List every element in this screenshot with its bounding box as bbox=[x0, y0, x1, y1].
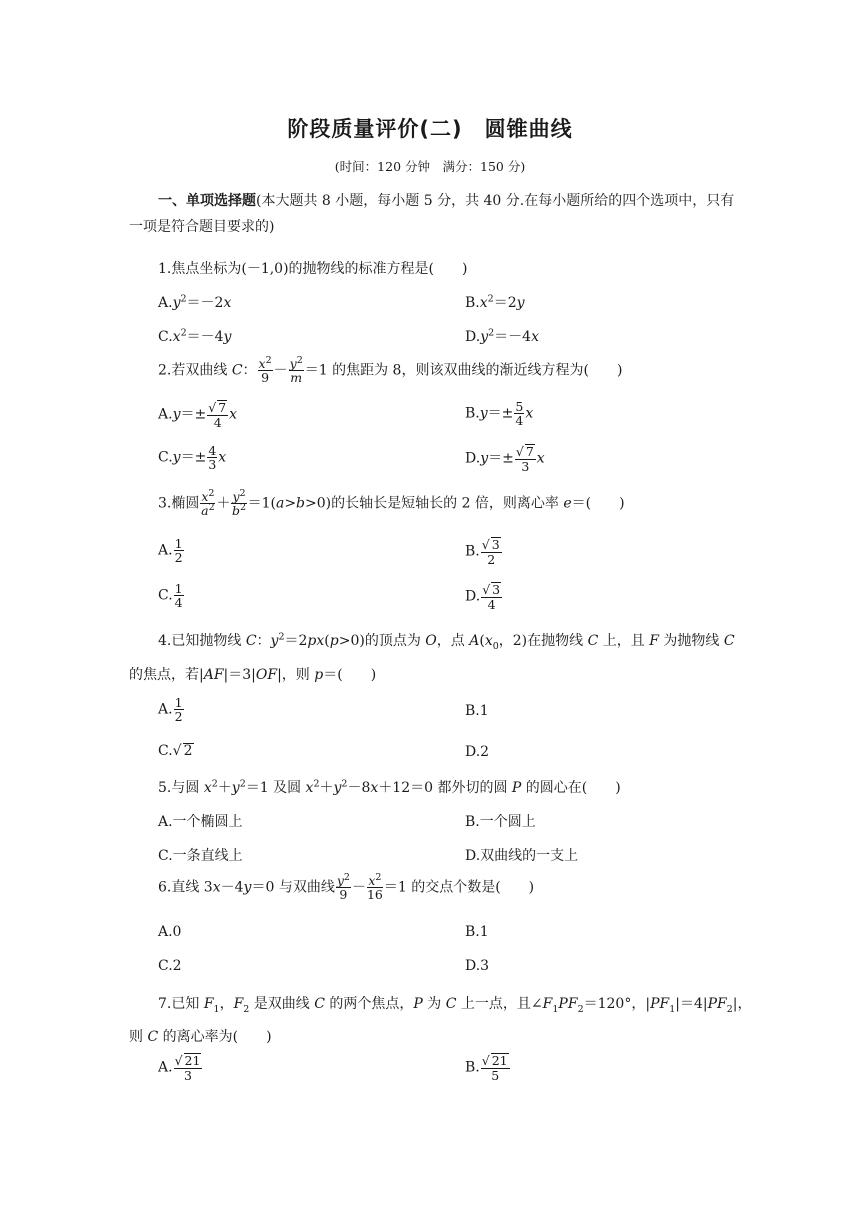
exam-info: (时间：120 分钟 满分：150 分) bbox=[334, 159, 526, 174]
question-7-option-a: A. $\frac{√ 21}{3}$ bbox=[158, 1053, 201, 1083]
question-3-option-c: C. $\frac{1}{4}$ bbox=[158, 581, 183, 611]
section-heading: 一、单项选择题 bbox=[158, 193, 256, 209]
question-5-option-d: D.双曲线的一支上 bbox=[465, 848, 579, 864]
question-6-option-b: B.1 bbox=[465, 924, 489, 940]
question-6-option-c: C.2 bbox=[158, 958, 182, 974]
question-3-option-b: B. $\frac{√ 3}{2}$ bbox=[465, 537, 500, 567]
question-2-option-c: C.y＝± $\frac{4}{3}$ x bbox=[158, 443, 227, 473]
page-title: 阶段质量评价(二) 圆锥曲线 bbox=[287, 117, 573, 141]
question-1-stem: 1.焦点坐标为(－1,0)的抛物线的标准方程是( ) bbox=[158, 261, 468, 277]
question-3-stem: 3.椭圆 $\frac{x^2}{a^2}$ ＋ $\frac{y^2}{b^2}$ ＝1(a>b>0)的长轴长是短轴长的 2 倍，则离心率 e＝( ) bbox=[158, 487, 625, 519]
question-5-option-a: A.一个椭圆上 bbox=[158, 814, 243, 830]
question-4-stem-line2: 的焦点，若|AF|＝3|OF|，则 p＝( ) bbox=[129, 667, 377, 683]
question-1-option-d: $D.y^2=-4x$ bbox=[465, 327, 539, 345]
question-4-option-d: D.2 bbox=[465, 744, 490, 760]
question-5-option-c: C.一条直线上 bbox=[158, 848, 243, 864]
section-instructions bbox=[129, 188, 741, 240]
question-4-option-b: B.1 bbox=[465, 703, 489, 719]
question-5-stem: 5.与圆 $x^2+y^2=1$ 及圆 $x^2+y^2-8x+12=0$ 都外切的圆 P 的圆心在( ) bbox=[158, 778, 621, 796]
question-1-option-c: $C.x^2=-4y$ bbox=[158, 327, 232, 345]
question-7-stem-line2: 则 C 的离心率为( ) bbox=[129, 1029, 272, 1045]
question-7-stem-line1: 7.已知 $F_1$，$F_2$ 是双曲线 C 的两个焦点，P 为 C 上一点，且$\angle F_1PF_2=120^\circ$，$|PF_1|=4|PF_2|$， bbox=[158, 996, 752, 1015]
question-2-option-b: B.y＝± $\frac{5}{4}$ x bbox=[465, 399, 534, 429]
question-1-option-a: $A.y^2=-2x$ bbox=[158, 293, 232, 311]
question-2-option-a: A.y＝± $\frac{√ 7}{4}$ x bbox=[158, 400, 238, 430]
question-6-option-d: D.3 bbox=[465, 958, 490, 974]
question-2-option-d: D.y＝± $\frac{√ 7}{3}$ x bbox=[465, 444, 545, 474]
question-6-option-a: A.0 bbox=[158, 924, 182, 940]
question-6-stem: 6.直线 3x－4y＝0 与双曲线 $\frac{y^2}{9}$ － $\frac{x^2}{16}$ ＝1 的交点个数是( ) bbox=[158, 871, 535, 903]
question-7-option-b: B. $\frac{√ 21}{5}$ bbox=[465, 1053, 508, 1083]
question-2-stem: 2.若双曲线 C： $\frac{x^2}{9}$ － $\frac{y^2}{m}$ ＝1 的焦距为 8，则该双曲线的渐近线方程为( ) bbox=[158, 354, 623, 386]
question-3-option-a: A. $\frac{1}{2}$ bbox=[158, 536, 183, 566]
section-intro: (本大题共 8 小题，每小题 5 分，共 40 分.在每小题所给的四个选项中，只有一项是符合题目要求的) bbox=[129, 193, 735, 235]
question-4-option-c: C.√ 2 bbox=[158, 743, 193, 759]
question-1-option-b: $B.x^2=2y$ bbox=[465, 293, 525, 311]
question-3-option-d: D. $\frac{√ 3}{4}$ bbox=[465, 582, 501, 612]
question-4-option-a: A. $\frac{1}{2}$ bbox=[158, 695, 183, 725]
question-5-option-b: B.一个圆上 bbox=[465, 814, 536, 830]
question-4-stem-line1: 4.已知抛物线 C：$y^2=2px(p>0)$的顶点为 O，点 $A(x_0$，2)在抛物线 C 上，且 F 为抛物线 C bbox=[158, 631, 735, 652]
